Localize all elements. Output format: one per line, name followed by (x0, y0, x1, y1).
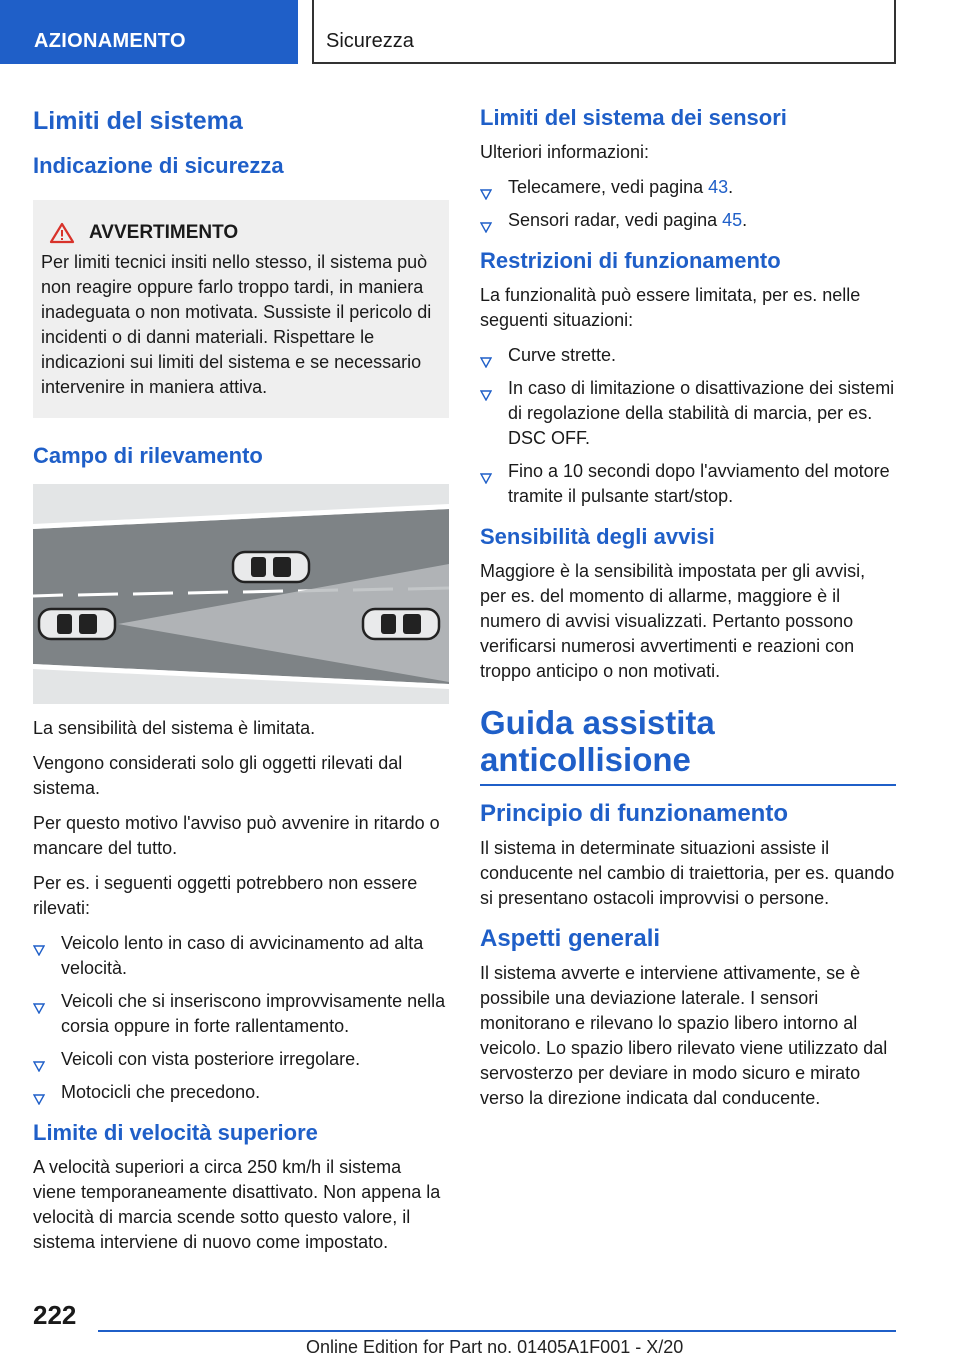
triangle-bullet-icon (33, 1087, 45, 1112)
list-item-text: Motocicli che precedono. (61, 1082, 261, 1102)
list-item-text: Veicolo lento in caso di avvicinamento ad alta velocità. (61, 933, 424, 978)
warning-text: Per limiti tecnici insiti nello stesso, il sistema può non reagire oppure farlo troppo tardi, in maniera inadeguata o non motivata. Sussiste il pericolo di incidenti o di danni materiali. Rispettare le indicazioni sui limiti del sistema e se necessario intervenire in maniera attiva. (41, 252, 432, 397)
list-item-text: Veicoli che si inseriscono improvvisamente nella corsia oppure in forte rallentamento. (61, 991, 446, 1036)
chapter-heading: Guida assistita anticollisione (480, 704, 896, 786)
list-item (33, 1047, 449, 1072)
list-item (480, 208, 896, 233)
triangle-bullet-icon (480, 182, 492, 207)
detection-range-diagram (33, 484, 449, 704)
list-item-text: Telecamere, vedi pagina (508, 177, 709, 197)
paragraph: Il sistema in determinate situazioni assiste il conducente nel cambio di traiettoria, per es. quando si presentano ostacoli improvvisi o persone. (480, 838, 895, 908)
list-item-text: Fino a 10 secondi dopo l'avviamento del motore tramite il pulsante start/stop. (508, 461, 890, 506)
heading-safety-note: Indicazione di sicurezza (33, 153, 284, 178)
footer-edition: Online Edition for Part no. 01405A1F001 - X/20 (306, 1337, 684, 1357)
warning-triangle-icon (49, 222, 75, 244)
paragraph: Per questo motivo l'avviso può avvenire in ritardo o mancare del tutto. (33, 813, 440, 858)
paragraph: La funzionalità può essere limitata, per es. nelle seguenti situazioni: (480, 285, 861, 330)
sensor-list (480, 175, 896, 233)
paragraph: Vengono considerati solo gli oggetti rilevati dal sistema. (33, 753, 403, 798)
triangle-bullet-icon (33, 996, 45, 1021)
section-tab: AZIONAMENTO (0, 0, 298, 64)
list-item-text: Veicoli con vista posteriore irregolare. (61, 1049, 361, 1069)
paragraph: Ulteriori informazioni: (480, 142, 650, 162)
heading-detection-range: Campo di rilevamento (33, 443, 263, 468)
warning-label: AVVERTIMENTO (89, 222, 239, 243)
paragraph: Il sistema avverte e interviene attivamente, se è possibile una deviazione laterale. I sensori monitorano e rilevano lo spazio libero intorno al veicolo. Lo spazio libero rilevato viene utilizzato dal servosterzo per deviare in modo sicuro e mirato verso la direzione indicata dal conducente. (480, 963, 888, 1108)
paragraph: La sensibilità del sistema è limitata. (33, 718, 316, 738)
heading-system-limits: Limiti del sistema (33, 107, 243, 135)
car-lane-left (233, 552, 309, 582)
warning-title (41, 222, 441, 244)
page-number: 222 (33, 1300, 77, 1330)
triangle-bullet-icon (33, 938, 45, 963)
list-item (480, 376, 896, 451)
list-item (480, 343, 896, 368)
triangle-bullet-icon (480, 215, 492, 240)
heading-speed-limit: Limite di velocità superiore (33, 1120, 318, 1145)
paragraph: Maggiore è la sensibilità impostata per gli avvisi, per es. del momento di allarme, maggiore è il numero di avvisi visualizzati. Pertanto possono verificarsi numerosi avvertimenti e reazioni con troppo anticipo o non motivati. (480, 561, 866, 681)
left-column (33, 100, 449, 1265)
list-item-suffix: . (742, 210, 748, 230)
list-item (33, 989, 449, 1039)
list-item-text: Sensori radar, vedi pagina (508, 210, 723, 230)
page-link-cameras[interactable]: 43 (708, 177, 729, 197)
topic-tab: Sicurezza (312, 0, 896, 64)
list-item-text: In caso di limitazione o disattivazione dei sistemi di regolazione della stabilità di marcia, per es. DSC OFF. (508, 378, 895, 448)
paragraph: A velocità superiori a circa 250 km/h il sistema viene temporaneamente disattivato. Non appena la velocità di marcia scende sotto questo valore, il sistema interviene di nuovo come impostato. (33, 1157, 441, 1252)
list-item (480, 459, 896, 509)
triangle-bullet-icon (33, 1054, 45, 1079)
page-link-radar[interactable]: 45 (722, 210, 743, 230)
triangle-bullet-icon (480, 383, 492, 408)
footer-divider (98, 1330, 896, 1332)
heading-warning-sensitivity: Sensibilità degli avvisi (480, 524, 715, 549)
paragraph: Per es. i seguenti oggetti potrebbero non essere rilevati: (33, 873, 418, 918)
list-item-text: Curve strette. (508, 345, 617, 365)
restrictions-list (480, 343, 896, 509)
heading-operating-principle: Principio di funzionamento (480, 800, 788, 827)
heading-general-aspects: Aspetti generali (480, 925, 661, 952)
list-item-suffix: . (728, 177, 734, 197)
list-item (33, 1080, 449, 1105)
right-column (480, 100, 896, 1121)
list-item (33, 931, 449, 981)
undetected-objects-list (33, 931, 449, 1105)
heading-restrictions: Restrizioni di funzionamento (480, 248, 781, 273)
triangle-bullet-icon (480, 466, 492, 491)
triangle-bullet-icon (480, 350, 492, 375)
car-ego (39, 609, 115, 639)
car-ahead (363, 609, 439, 639)
heading-sensor-limits: Limiti del sistema dei sensori (480, 105, 787, 130)
list-item (480, 175, 896, 200)
warning-box (33, 200, 449, 418)
